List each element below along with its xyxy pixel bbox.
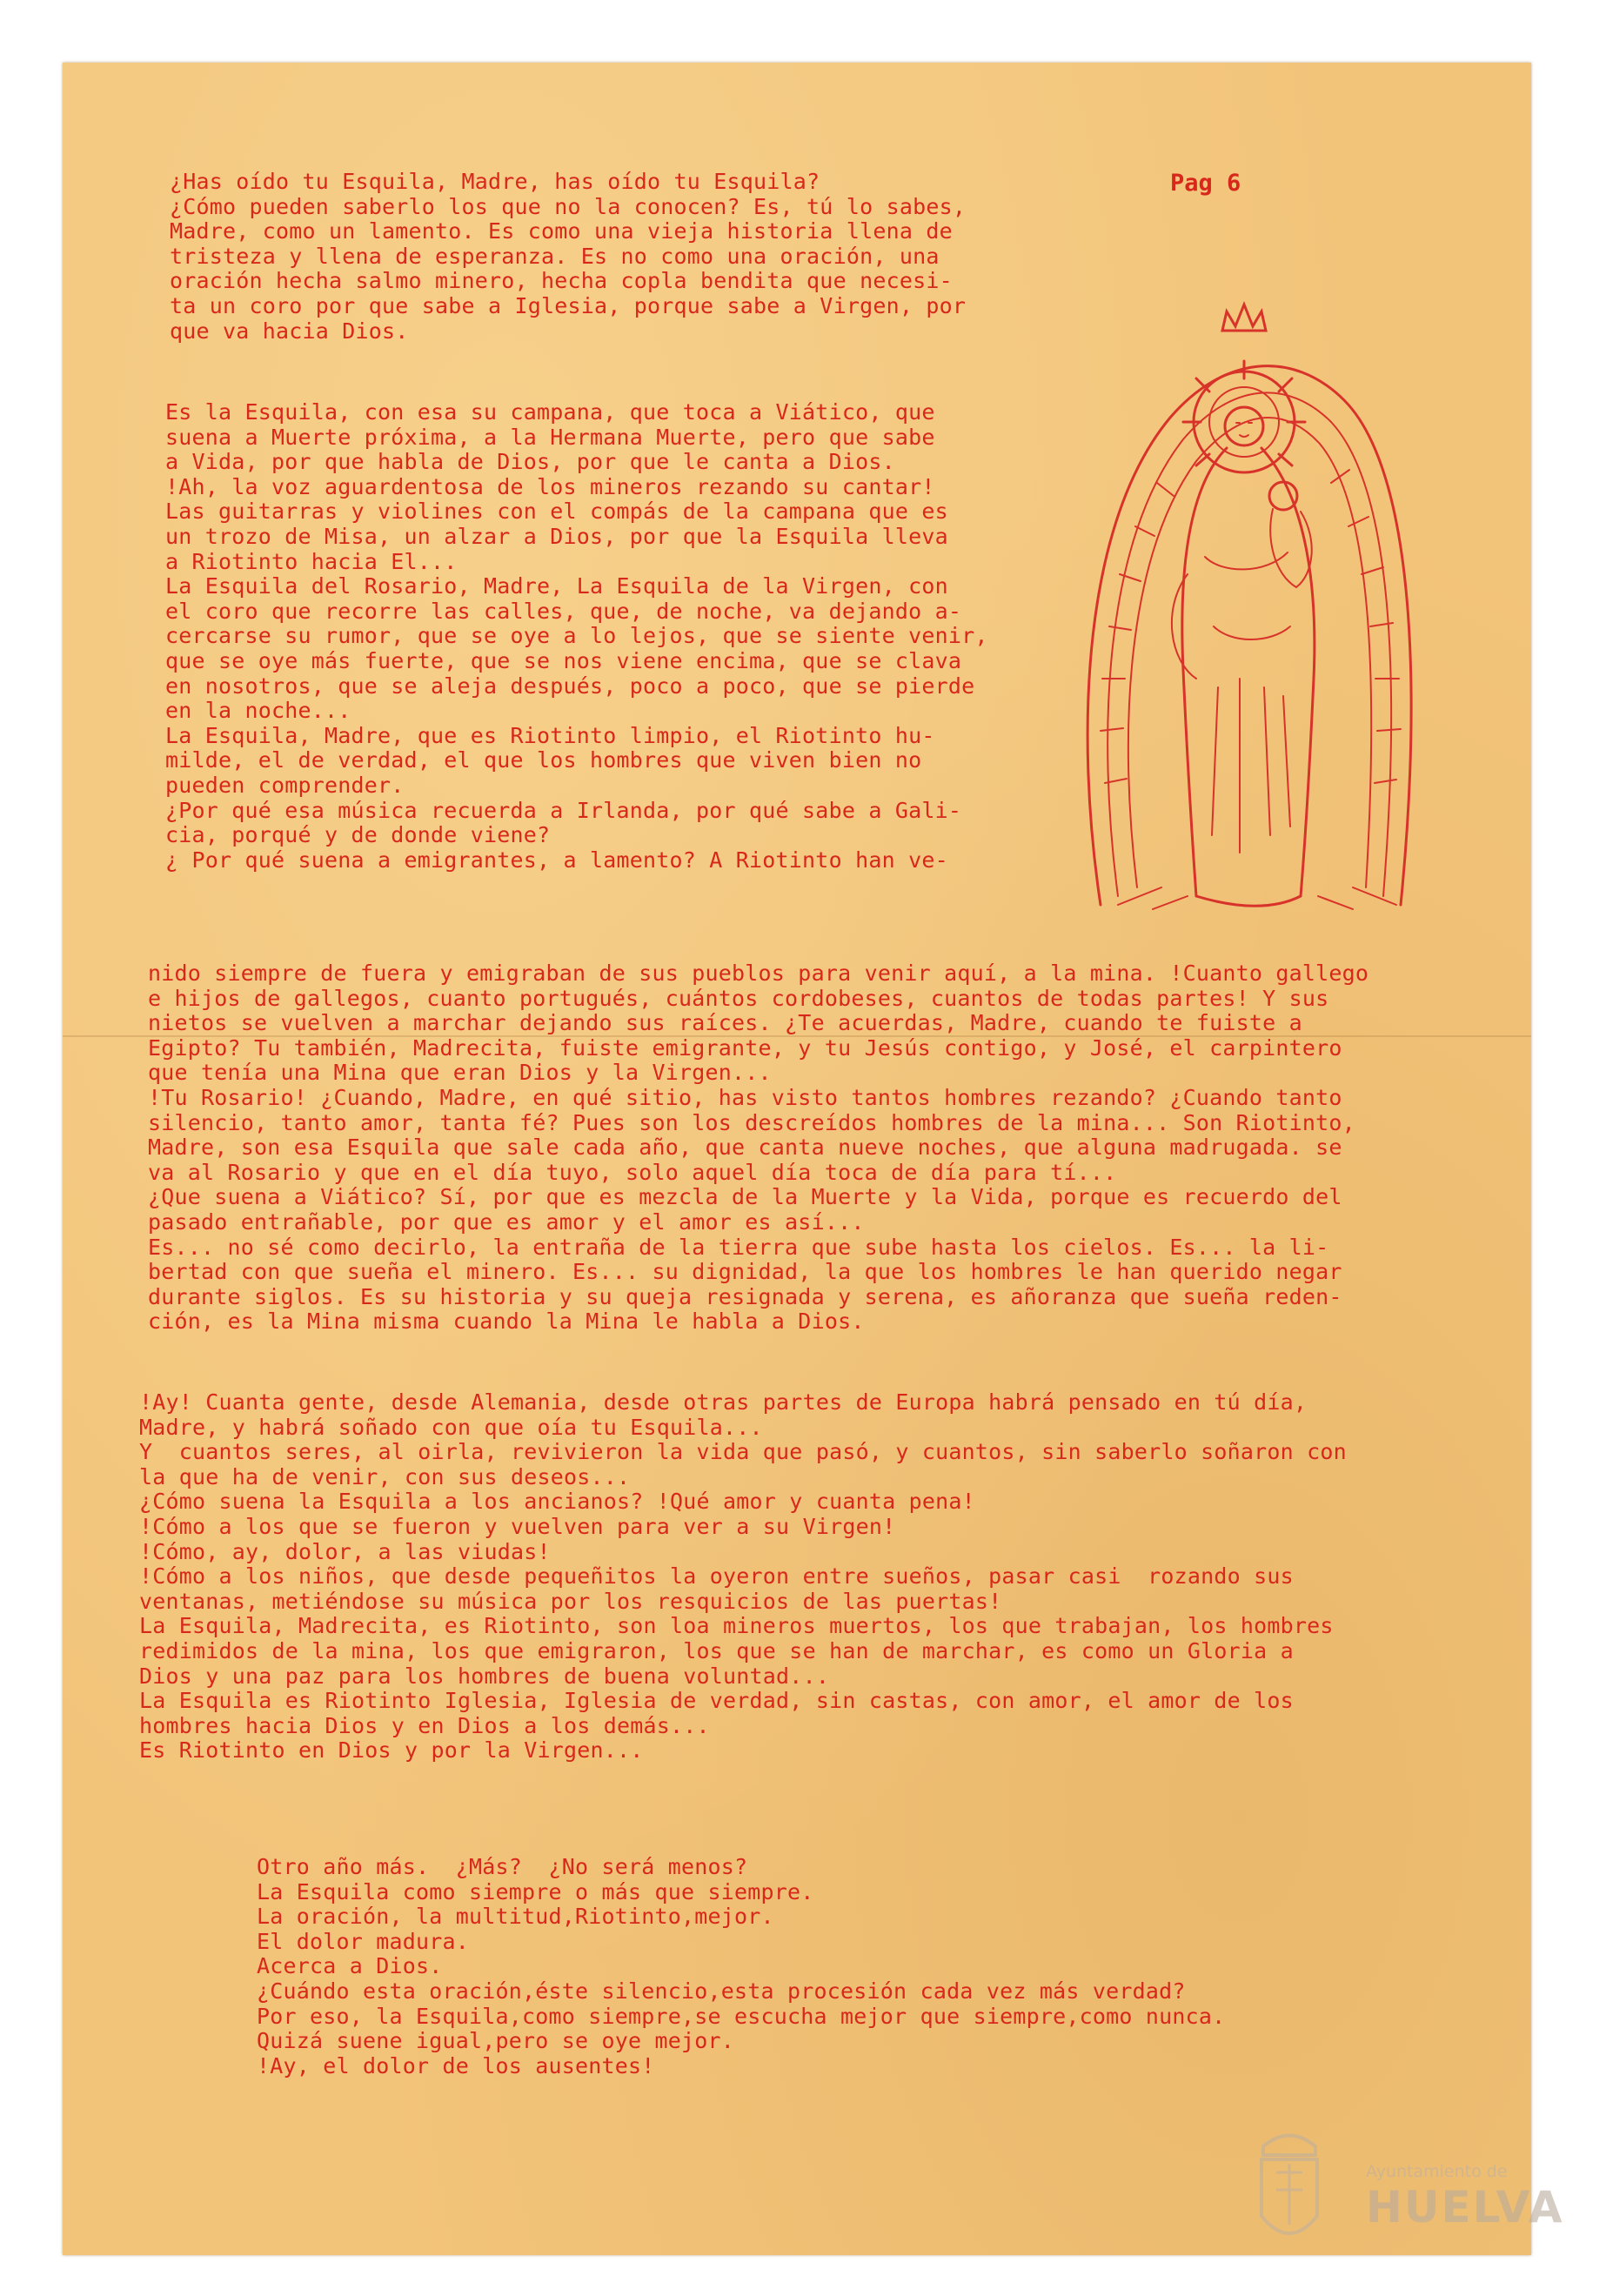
text-line: en nosotros, que se aleja después, poco a poco, que se pierde <box>165 673 975 699</box>
text-line: ción, es la Mina misma cuando la Mina le habla a Dios. <box>148 1309 865 1335</box>
paragraph-2 <box>165 400 988 873</box>
text-line: La oración, la multitud,Riotinto,mejor. <box>257 1904 774 1930</box>
text-line: El dolor madura. <box>257 1928 470 1954</box>
text-line: el coro que recorre las calles, que, de noche, va dejando a- <box>165 598 962 624</box>
text-line: la que ha de venir, con sus deseos... <box>139 1463 631 1489</box>
text-line: silencio, tanto amor, tanta fé? Pues son los descreídos hombres de la mina... Son Riotinto, <box>148 1109 1355 1135</box>
text-line: pasado entrañable, por que es amor y el amor es así... <box>148 1208 865 1235</box>
text-line: redimidos de la mina, los que emigraron, los que se han de marchar, es como un Gloria a <box>139 1637 1294 1663</box>
text-line: Madre, son esa Esquila que sale cada año, que canta nueve noches, que alguna madrugada. se <box>148 1135 1342 1161</box>
text-line: a Vida, por que habla de Dios, por que le canta a Dios. <box>165 449 895 475</box>
text-line: Otro año más. ¿Más? ¿No será menos? <box>257 1854 748 1879</box>
text-line: nido siempre de fuera y emigraban de sus pueblos para venir aquí, a la mina. !Cuanto gallego <box>148 961 1369 986</box>
text-line: un trozo de Misa, un alzar a Dios, por que la Esquila lleva <box>165 523 948 549</box>
text-line: Dios y una paz para los hombres de buena voluntad... <box>139 1663 830 1689</box>
text-line: a Riotinto hacia El... <box>165 548 458 574</box>
text-line: ¿Cómo suena la Esquila a los ancianos? !Qué amor y cuanta pena! <box>139 1489 975 1515</box>
text-line: ¿Que suena a Viático? Sí, por que es mezcla de la Muerte y la Vida, porque es recuerdo del <box>148 1184 1342 1210</box>
text-line: !Tu Rosario! ¿Cuando, Madre, en qué sitio, has visto tantos hombres rezando? ¿Cuando tanto <box>148 1084 1342 1110</box>
paragraph-3 <box>148 961 1368 1335</box>
text-line: oración hecha salmo minero, hecha copla bendita que necesi- <box>170 268 953 294</box>
text-line: bertad con que sueña el minero. Es... su dignidad, la que los hombres le han querido negar <box>148 1259 1342 1285</box>
virgin-stamp-illustration <box>1066 296 1431 922</box>
text-line: La Esquila es Riotinto Iglesia, Iglesia de verdad, sin castas, con amor, el amor de los <box>139 1688 1294 1714</box>
text-line: !Ay! Cuanta gente, desde Alemania, desde otras partes de Europa habrá pensado en tú día, <box>139 1389 1308 1415</box>
page-number: Pag 6 <box>1170 170 1241 197</box>
text-line: Es la Esquila, con esa su campana, que toca a Viático, que <box>165 399 935 425</box>
text-line: pueden comprender. <box>165 772 405 798</box>
text-line: durante siglos. Es su historia y su queja resignada y serena, es añoranza que sueña reden- <box>148 1283 1342 1309</box>
text-line: !Cómo a los niños, que desde pequeñitos la oyeron entre sueños, pasar casi rozando sus <box>139 1563 1294 1590</box>
text-line: La Esquila, Madrecita, es Riotinto, son loa mineros muertos, los que trabajan, los hombres <box>139 1613 1334 1639</box>
text-line: !Ah, la voz aguardentosa de los mineros rezando su cantar! <box>165 473 935 499</box>
text-line: ¿Por qué esa música recuerda a Irlanda, por qué sabe a Gali- <box>165 797 962 823</box>
text-line: cia, porqué y de donde viene? <box>165 822 551 848</box>
text-line: Las guitarras y violines con el compás de la campana que es <box>165 499 948 525</box>
text-line: !Ay, el dolor de los ausentes! <box>257 2052 655 2078</box>
text-line: ta un coro por que sabe a Iglesia, porque sabe a Virgen, por <box>170 292 967 318</box>
text-line: Por eso, la Esquila,como siempre,se escucha mejor que siempre,como nunca. <box>257 2003 1226 2029</box>
text-line: Madre, como un lamento. Es como una vieja historia llena de <box>170 218 953 244</box>
text-line: La Esquila, Madre, que es Riotinto limpio, el Riotinto hu- <box>165 722 935 748</box>
text-line: ¿Cómo pueden saberlo los que no la conocen? Es, tú lo sabes, <box>170 193 967 219</box>
text-line: Acerca a Dios. <box>257 1953 443 1979</box>
paragraph-1 <box>170 170 966 344</box>
text-line: La Esquila como siempre o más que siempre. <box>257 1878 814 1904</box>
text-line: que va hacia Dios. <box>170 318 409 344</box>
paragraph-4 <box>139 1390 1347 1764</box>
text-line: ventanas, metiéndose su música por los resquicios de las puertas! <box>139 1588 1002 1614</box>
text-line: suena a Muerte próxima, a la Hermana Muerte, pero que sabe <box>165 424 935 450</box>
text-line: Es... no sé como decirlo, la entraña de la tierra que sube hasta los cielos. Es... la li- <box>148 1234 1329 1260</box>
text-line: La Esquila del Rosario, Madre, La Esquila de la Virgen, con <box>165 573 948 599</box>
text-line: Madre, y habrá soñado con que oía tu Esquila... <box>139 1414 763 1440</box>
text-line: e hijos de gallegos, cuanto portugués, cuántos cordobeses, cuantos de todas partes! Y sus <box>148 985 1329 1011</box>
text-line: tristeza y llena de esperanza. Es no como una oración, una <box>170 243 940 269</box>
text-line: Y cuantos seres, al oirla, revivieron la vida que pasó, y cuantos, sin saberlo soñaron con <box>139 1439 1347 1465</box>
text-line: !Cómo, ay, dolor, a las viudas! <box>139 1538 551 1564</box>
text-line: en la noche... <box>165 698 351 724</box>
text-line: va al Rosario y que en el día tuyo, solo aquel día toca de día para tí... <box>148 1159 1117 1185</box>
text-line: !Cómo a los que se fueron y vuelven para ver a su Virgen! <box>139 1513 896 1539</box>
text-line: Es Riotinto en Dios y por la Virgen... <box>139 1737 644 1764</box>
text-line: nietos se vuelven a marchar dejando sus raíces. ¿Te acuerdas, Madre, cuando te fuiste a <box>148 1010 1302 1036</box>
watermark-line-1: Ayuntamiento de <box>1366 2162 1508 2181</box>
text-line: cercarse su rumor, que se oye a lo lejos, que se siente venir, <box>165 623 988 649</box>
verse-block <box>257 1855 1225 2078</box>
text-line: Egipto? Tu también, Madrecita, fuiste emigrante, y tu Jesús contigo, y José, el carpintero <box>148 1034 1342 1061</box>
text-line: que se oye más fuerte, que se nos viene encima, que se clava <box>165 647 962 673</box>
text-line: milde, el de verdad, el que los hombres que viven bien no <box>165 747 922 773</box>
watermark-line-2: HUELVA <box>1366 2182 1564 2232</box>
text-line: ¿Has oído tu Esquila, Madre, has oído tu Esquila? <box>170 169 820 194</box>
text-line: Quizá suene igual,pero se oye mejor. <box>257 2028 735 2054</box>
text-line: que tenía una Mina que eran Dios y la Virgen... <box>148 1060 772 1086</box>
text-line: ¿Cuándo esta oración,éste silencio,esta procesión cada vez más verdad? <box>257 1978 1186 2004</box>
text-line: ¿ Por qué suena a emigrantes, a lamento? A Riotinto han ve- <box>165 847 948 873</box>
text-line: hombres hacia Dios y en Dios a los demás... <box>139 1712 710 1738</box>
